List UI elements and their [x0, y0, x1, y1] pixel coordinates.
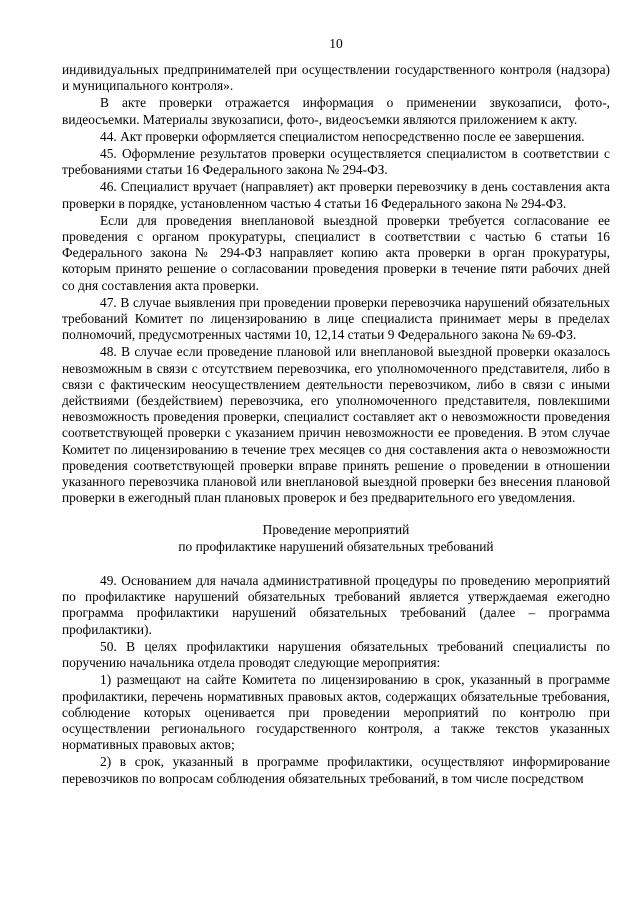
paragraph-45: 45. Оформление результатов проверки осуществляется специалистом в соответствии с требованиями статьи 16 Федерального закона № 294-ФЗ. — [62, 146, 610, 178]
paragraph-48: 48. В случае если проведение плановой или внеплановой выездной проверки оказалось невозможным в связи с отсутствием перевозчика, его уполномоченного представителя, либо в связи с фактическим неосуществлением деятельности перевозчиком, либо в связи с иными действиями (бездействием) перевозчика, его уполномоченного представителя, повлекшими невозможность проведения проверки, специалист составляет акт о невозможности проведения соответствующей проверки с указанием причин невозможности ее проведения. В этом случае Комитет по лицензированию в течение трех месяцев со дня составления акта о невозможности проведения соответствующей проверки вправе принять решение о проведении в отношении указанного перевозчика плановой или внеплановой выездной проверки без внесения плановой проверки в ежегодный план плановых проверок и без предварительного его уведомления. — [62, 344, 610, 506]
document-body — [62, 62, 610, 788]
paragraph-46: 46. Специалист вручает (направляет) акт проверки перевозчику в день составления акта проверки в порядке, установленном частью 4 статьи 16 Федерального закона № 294-ФЗ. — [62, 179, 610, 211]
paragraph-44: 44. Акт проверки оформляется специалистом непосредственно после ее завершения. — [100, 128, 585, 144]
paragraph-50-item-1: 1) размещают на сайте Комитета по лицензированию в срок, указанный в программе профилактики, перечень нормативных правовых актов, содержащих обязательные требования, соблюдение которых оценивается при проведении мероприятий по контролю при осуществлении регионального государственного контроля, а также текстов указанных нормативных правовых актов; — [62, 672, 610, 753]
section-heading-line-2: по профилактике нарушений обязательных требований — [178, 539, 494, 555]
section-heading — [62, 522, 610, 556]
paragraph-50-item-2: 2) в срок, указанный в программе профилактики, осуществляют информирование перевозчиков по вопросам соблюдения обязательных требований, в том числе посредством — [62, 754, 610, 786]
paragraph-prosecutor-approval: Если для проведения внеплановой выездной проверки требуется согласование ее проведения с органом прокуратуры, специалист в соответствии с частью 6 статьи 16 Федерального закона № 294-ФЗ направляет копию акта проверки в орган прокуратуры, которым принято решение о согласовании проведения проверки в течение пяти рабочих дней со дня составления акта проверки. — [62, 212, 610, 293]
page-number: 10 — [329, 36, 343, 51]
section-heading-line-1: Проведение мероприятий — [262, 522, 410, 538]
paragraph-47: 47. В случае выявления при проведении проверки перевозчика нарушений обязательных требований Комитет по лицензированию в лице специалиста принимает меры в пределах полномочий, предусмотренных частями 10, 12,14 статьи 9 Федерального закона № 69-ФЗ. — [62, 294, 610, 343]
paragraph-audio-photo-video: В акте проверки отражается информация о применении звукозаписи, фото-, видеосъемки. Материалы звукозаписи, фото-, видеосъемки являются приложением к акту. — [62, 95, 610, 127]
paragraph-49: 49. Основанием для начала административной процедуры по проведению мероприятий по профилактике нарушений обязательных требований является утверждаемая ежегодно программа профилактики нарушений обязательных требований (далее – программа профилактики). — [62, 573, 610, 637]
paragraph-50: 50. В целях профилактики нарушения обязательных требований специалисты по поручению начальника отдела проводят следующие мероприятия: — [62, 638, 610, 671]
paragraph-continuation: индивидуальных предпринимателей при осуществлении государственного контроля (надзора) и муниципального контроля». — [62, 62, 610, 94]
